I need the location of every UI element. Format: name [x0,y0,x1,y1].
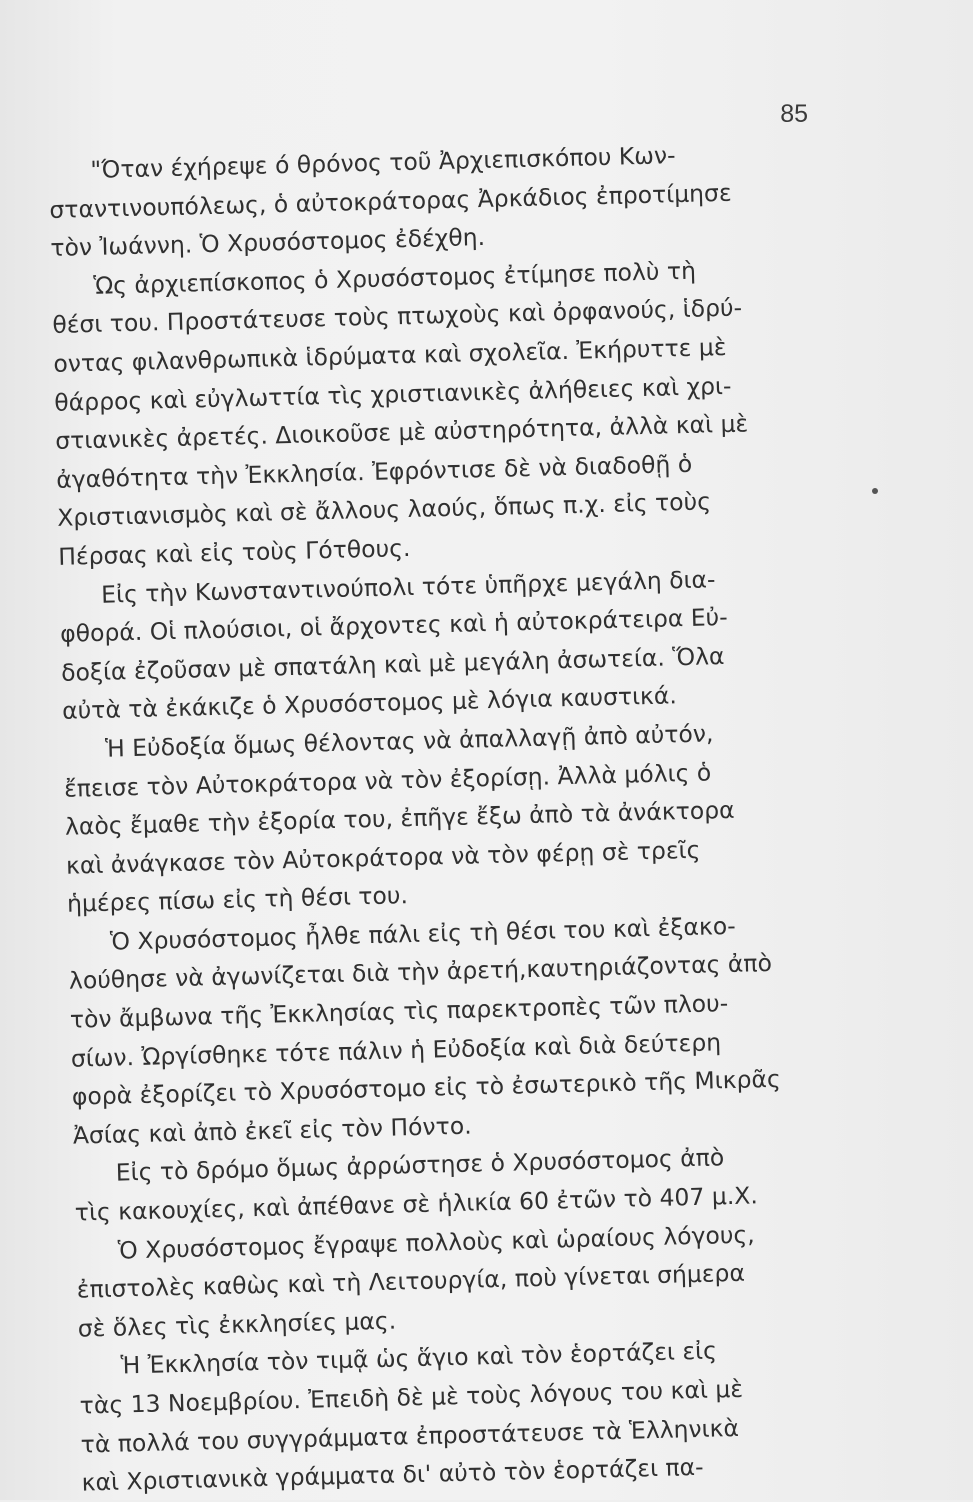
body-text [48,133,852,1502]
text-line: τὸν ἄμβωνα τῆς Ἐκκλησίας τὶς παρεκτροπὲς τῶν πλου- [69,989,729,1034]
text-line: Ἡ Ἐκκλησία τὸν τιμᾷ ὡς ἅγιο καὶ τὸν ἑορτάζει εἰς [120,1336,718,1380]
text-line: σταντινουπόλεως, ὁ αὐτοκράτορας Ἀρκάδιος ἐπροτίμησε [49,178,732,224]
text-line: "Όταν έχήρεψε ό θρόνος τοῦ Ἀρχιεπισκόπου Κων- [90,141,676,184]
text-line: ἀγαθότητα τὴν Ἐκκλησία. Ἐφρόντισε δὲ νὰ διαδοθῇ ὁ [55,449,693,494]
text-line: σίων. Ὠργίσθηκε τότε πάλιν ἡ Εὐδοξία καὶ διὰ δεύτερη [70,1027,722,1073]
text-line: θέσι του. Προστάτευσε τοὺς πτωχοὺς καὶ ὀρφανούς, ἱδρύ- [52,293,743,340]
text-line: Πέρσας καὶ εἰς τοὺς Γότθους. [57,533,411,571]
text-line: στιανικὲς ἀρετές. Διοικοῦσε μὲ αὐστηρότητα, ἀλλὰ καὶ μὲ [54,409,749,456]
text-line: φορὰ ἐξορίζει τὸ Χρυσόστομο εἰς τὸ ἐσωτερικὸ τῆς Μικρᾶς [71,1065,782,1111]
text-line: τὶς κακουχίες, καὶ ἀπέθανε σὲ ἡλικία 60 ἐτῶν τὸ 407 μ.Χ. [74,1181,759,1227]
text-line: δοξία ἐζοῦσαν μὲ σπατάλη καὶ μὲ μεγάλη ἀσωτεία. Ὅλα [60,641,725,687]
text-line: ἐπιστολὲς καθὼς καὶ τὴ Λειτουργία, ποὺ γίνεται σήμερα [76,1258,746,1304]
text-line: ἔπεισε τὸν Αὐτοκράτορα νὰ τὸν ἐξορίσῃ. Ἀλλὰ μόλις ὁ [63,757,712,803]
text-line: θάρρος καὶ εὐγλωττία τὶς χριστιανικὲς ἀλήθειες καὶ χρι- [53,371,732,417]
text-line: σὲ ὅλες τὶς ἐκκλησίες μας. [77,1306,397,1343]
text-line: τὰς 13 Νοεμβρίου. Ἐπειδὴ δὲ μὲ τοὺς λόγους του καὶ μὲ [79,1374,744,1420]
text-line: Ἡ Εὐδοξία ὅμως θέλοντας νὰ ἀπαλλαγῇ ἀπὸ αὐτόν, [104,719,714,763]
text-line: ἡμέρες πίσω εἰς τὴ θέσι του. [66,881,409,919]
page-number: 85 [780,100,808,128]
text-line: καὶ ἀνάγκασε τὸν Αὐτοκράτορα νὰ τὸν φέρῃ σὲ τρεῖς [65,835,701,880]
text-line: Εἰς τὴν Κωνσταντινούπολι τότε ὑπῆρχε μεγάλη δια- [100,564,716,609]
text-line: λαὸς ἔμαθε τὴν ἐξορία του, ἐπῆγε ἔξω ἀπὸ τὰ ἀνάκτορα [64,795,735,841]
text-line: Ὁ Χρυσόστομος ἔγραψε πολλοὺς καὶ ὡραίους λόγους, [117,1220,756,1265]
text-line: αὐτὰ τὰ ἐκάκιζε ὁ Χρυσόστομος μὲ λόγια καυστικά. [61,681,678,726]
text-line: Ἀσίας καὶ ἀπὸ ἐκεῖ εἰς τὸν Πόντο. [72,1111,472,1150]
text-line: Ὡς ἀρχιεπίσκοπος ὁ Χρυσόστομος ἐτίμησε πολὺ τὴ [93,256,697,300]
ink-speck [872,488,878,494]
text-line: Εἰς τὸ δρόμο ὅμως ἀρρώστησε ὁ Χρυσόστομος ἀπὸ [115,1143,725,1188]
text-line: Χριστιανισμὸς καὶ σὲ ἄλλους λαούς, ὅπως π.χ. εἰς τοὺς [56,487,712,533]
text-line: Ὁ Χρυσόστομος ἦλθε πάλι εἰς τὴ θέσι του καὶ ἐξακο- [109,911,736,956]
text-line: τὸν Ἰωάννη. Ὁ Χρυσόστομος ἐδέχθη. [50,223,486,263]
text-line: φθορά. Οἱ πλούσιοι, οἱ ἄρχοντες καὶ ἡ αὐτοκράτειρα Εὐ- [59,603,729,648]
text-line: οντας φιλανθρωπικὰ ἱδρύματα καὶ σχολεῖα. Ἐκήρυττε μὲ [53,332,727,378]
text-line: τὰ πολλά του συγγράμματα ἐπροστάτευσε τὰ Ἑλληνικὰ [80,1413,740,1459]
text-line: λούθησε νὰ ἀγωνίζεται διὰ τὴν ἀρετή,καυτηριάζοντας ἀπὸ [68,949,773,996]
text-line: καὶ Χριστιανικὰ γράμματα δι' αὐτὸ τὸν ἑορτάζει πα- [81,1453,704,1497]
